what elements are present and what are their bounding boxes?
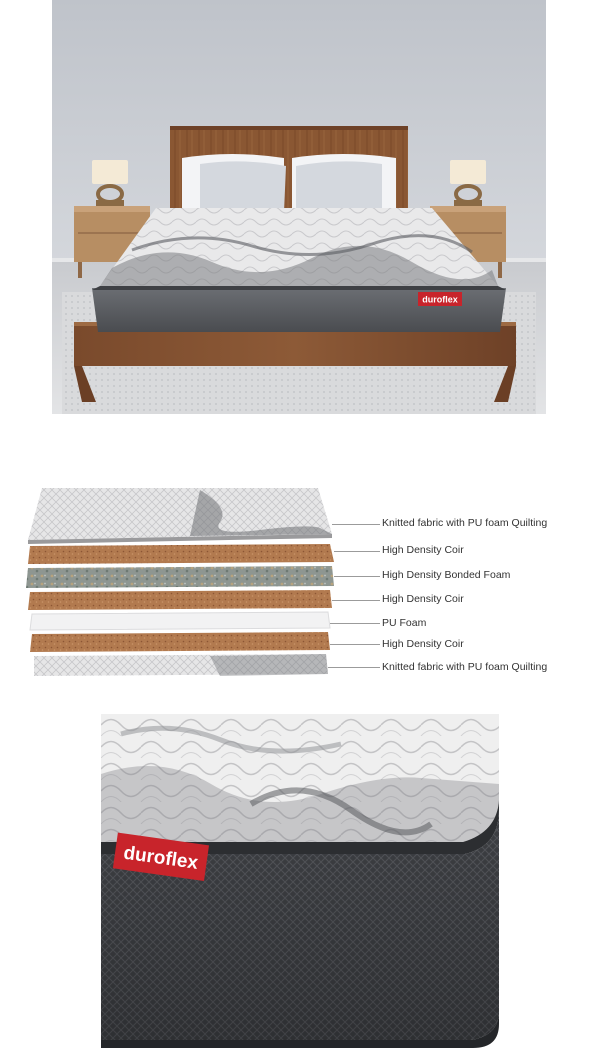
leader-line — [332, 524, 380, 525]
leader-line — [330, 644, 380, 645]
layer-label: High Density Coir — [382, 544, 464, 556]
leader-line — [332, 600, 380, 601]
layer-label: PU Foam — [382, 617, 427, 629]
layer-label: High Density Bonded Foam — [382, 569, 511, 581]
leader-line — [334, 576, 380, 577]
leader-line — [330, 623, 380, 624]
layer-label: High Density Coir — [382, 638, 464, 650]
layer-label: Knitted fabric with PU foam Quilting — [382, 661, 548, 673]
closeup-brand-label: duroflex — [122, 842, 200, 874]
mattress-corner-closeup-image — [101, 714, 499, 1048]
hero-brand-label: duroflex — [422, 294, 458, 305]
layer-label: Knitted fabric with PU foam Quilting — [382, 517, 548, 529]
mattress-layers-diagram — [20, 478, 580, 688]
layer-label: High Density Coir — [382, 593, 464, 605]
leader-line — [328, 667, 380, 668]
leader-line — [334, 551, 380, 552]
hero-bedroom-image — [52, 0, 546, 414]
